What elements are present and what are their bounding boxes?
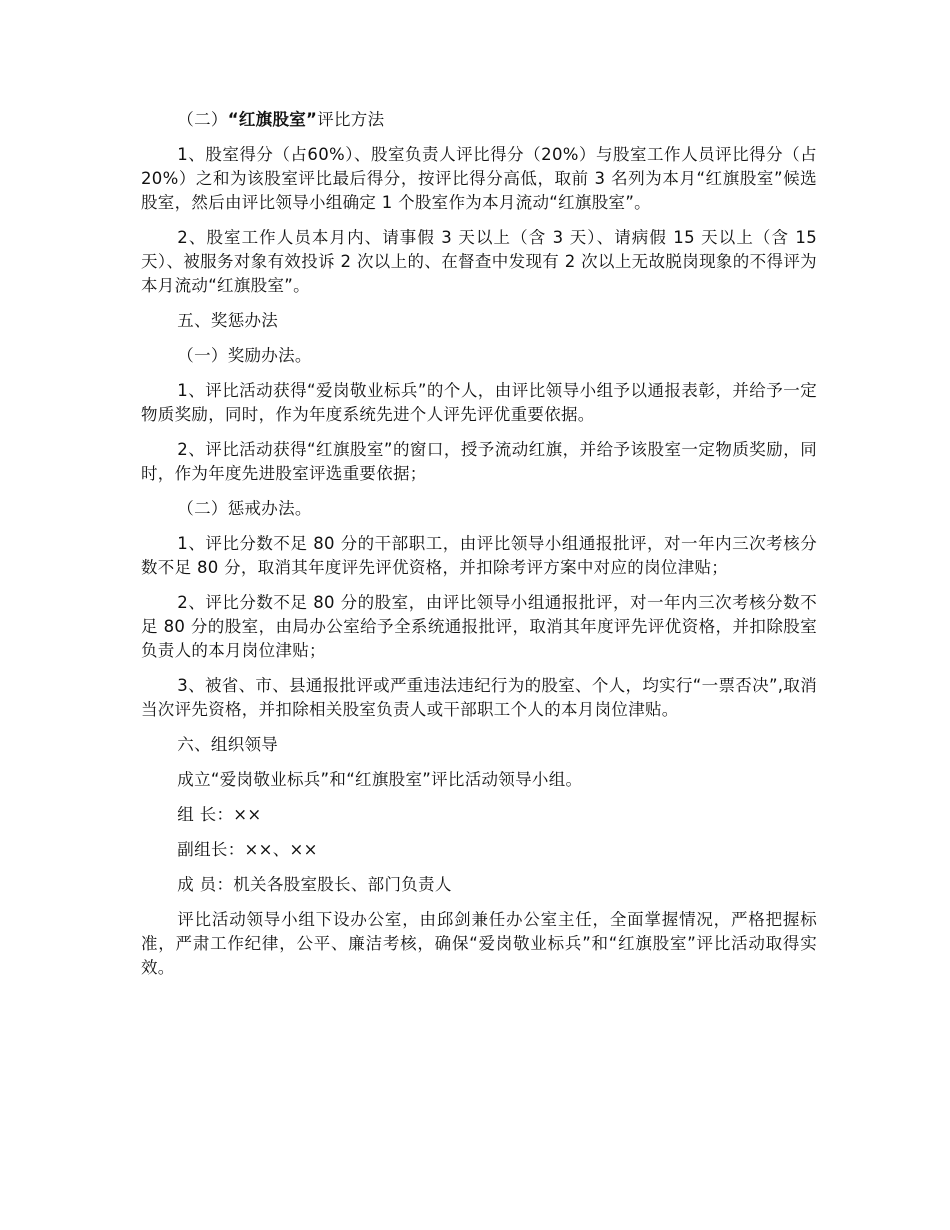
penalty-item-3: 3、被省、市、县通报批评或严重违法违纪行为的股室、个人，均实行“一票否决”,取消当次评先资格，并扣除相关股室负责人或干部职工个人的本月岗位津贴。: [141, 676, 817, 719]
reward-item-1: 1、评比活动获得“爱岗敬业标兵”的个人，由评比领导小组予以通报表彰，并给予一定物质奖励，同时，作为年度系统先进个人评先评优重要依据。: [141, 381, 817, 424]
reward-item-2: 2、评比活动获得“红旗股室”的窗口，授予流动红旗，并给予该股室一定物质奖励，同时，作为年度先进股室评选重要依据；: [141, 440, 817, 483]
section-method-heading: [141, 108, 817, 132]
document-page: [141, 108, 817, 991]
deputy-leader-line: 副组长：××、××: [177, 840, 318, 859]
section-method-heading-suffix: 评比方法: [317, 110, 385, 129]
method-item-2: 2、股室工作人员本月内、请事假 3 天以上（含 3 天）、请病假 15 天以上（含 15 天）、被服务对象有效投诉 2 次以上的、在督查中发现有 2 次以上无故脱岗现象的不得评为本月流动“红旗股室”。: [141, 228, 817, 295]
section-five-heading: 五、奖惩办法: [177, 311, 279, 330]
section-six-heading: 六、组织领导: [177, 735, 279, 754]
leader-line: 组 长：××: [177, 805, 262, 824]
leadership-intro: 成立“爱岗敬业标兵”和“红旗股室”评比活动领导小组。: [177, 770, 583, 789]
section-method-heading-bold: “红旗股室”: [227, 110, 318, 129]
penalty-item-1: 1、评比分数不足 80 分的干部职工，由评比领导小组通报批评，对一年内三次考核分数不足 80 分，取消其年度评先评优资格，并扣除考评方案中对应的岗位津贴；: [141, 534, 817, 577]
reward-heading: （一）奖励办法。: [177, 346, 312, 365]
members-line: 成 员：机关各股室股长、部门负责人: [177, 875, 452, 894]
office-paragraph: 评比活动领导小组下设办公室，由邱剑兼任办公室主任，全面掌握情况，严格把握标准，严肃工作纪律，公平、廉洁考核，确保“爱岗敬业标兵”和“红旗股室”评比活动取得实效。: [141, 910, 817, 977]
method-item-1: 1、股室得分（占60%）、股室负责人评比得分（20%）与股室工作人员评比得分（占20%）之和为该股室评比最后得分，按评比得分高低，取前 3 名列为本月“红旗股室”候选股室，然后由评比领导小组确定 1 个股室作为本月流动“红旗股室”。: [141, 145, 817, 212]
penalty-heading: （二）惩戒办法。: [177, 499, 312, 518]
section-method-heading-prefix: （二）: [177, 110, 228, 129]
penalty-item-2: 2、评比分数不足 80 分的股室，由评比领导小组通报批评，对一年内三次考核分数不足 80 分的股室，由局办公室给予全系统通报批评，取消其年度评先评优资格，并扣除股室负责人的本月岗位津贴；: [141, 593, 817, 660]
